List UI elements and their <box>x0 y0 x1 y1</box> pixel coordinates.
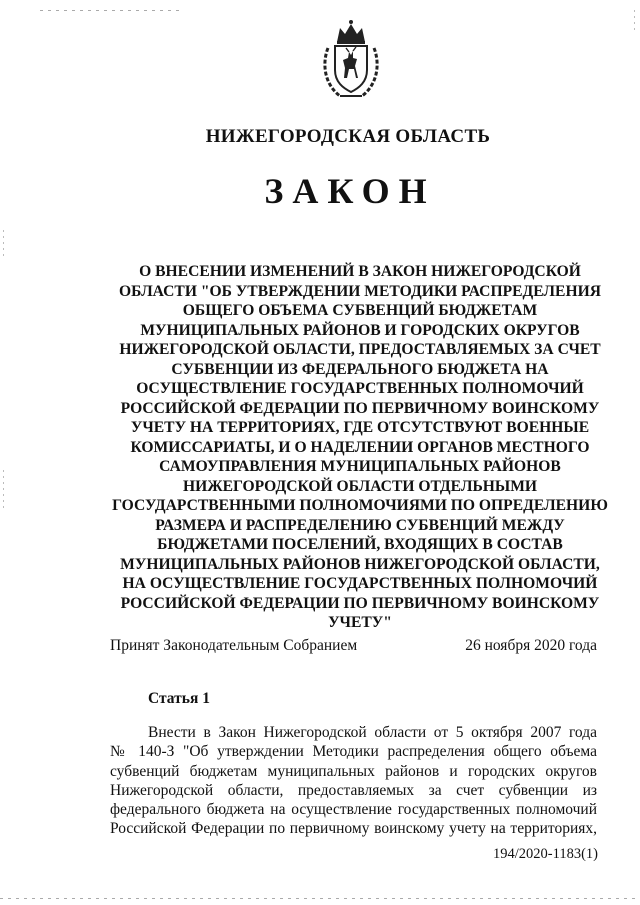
article-heading: Статья 1 <box>148 690 210 707</box>
law-title-line: СУБВЕНЦИИ ИЗ ФЕДЕРАЛЬНОГО БЮДЖЕТА НА <box>171 360 549 378</box>
law-title-line: РОССИЙСКОЙ ФЕДЕРАЦИИ ПО ПЕРВИЧНОМУ ВОИНСКОМУ <box>120 399 600 417</box>
law-title-line: О ВНЕСЕНИИ ИЗМЕНЕНИЙ В ЗАКОН НИЖЕГОРОДСКОЙ <box>139 263 581 280</box>
law-title-line: БЮДЖЕТАМИ ПОСЕЛЕНИЙ, ВХОДЯЩИХ В СОСТАВ <box>157 536 563 553</box>
law-title-line: УЧЕТУ НА ТЕРРИТОРИЯХ, ГДЕ ОТСУТСТВУЮТ ВОЕННЫЕ <box>130 419 590 436</box>
region-name: НИЖЕГОРОДСКАЯ ОБЛАСТЬ <box>205 126 491 147</box>
article-body <box>110 723 597 839</box>
law-title-line: МУНИЦИПАЛЬНЫХ РАЙОНОВ НИЖЕГОРОДСКОЙ ОБЛАСТИ, <box>120 555 600 573</box>
scan-edge-bottom <box>0 898 640 899</box>
law-title-line: ГОСУДАРСТВЕННЫМИ ПОЛНОМОЧИЯМИ ПО ОПРЕДЕЛЕНИЮ <box>112 497 608 514</box>
law-title-line: НИЖЕГОРОДСКОЙ ОБЛАСТИ ОТДЕЛЬНЫМИ <box>182 477 538 495</box>
law-title-line: УЧЕТУ" <box>328 614 392 631</box>
law-title-line: САМОУПРАВЛЕНИЯ МУНИЦИПАЛЬНЫХ РАЙОНОВ <box>159 458 561 475</box>
law-title-line: МУНИЦИПАЛЬНЫХ РАЙОНОВ И ГОРОДСКИХ ОКРУГОВ <box>140 321 580 339</box>
scan-edge-top <box>40 10 180 11</box>
scan-edge-right <box>634 10 635 30</box>
article-text-line: Нижегородской области, предоставляемых за счет субвенции из <box>110 781 597 799</box>
law-title-line: ОБЩЕГО ОБЪЕМА СУБВЕНЦИЙ БЮДЖЕТАМ <box>182 302 538 319</box>
scan-edge-left <box>3 230 4 260</box>
law-title-line: ОСУЩЕСТВЛЕНИЕ ГОСУДАРСТВЕННЫХ ПОЛНОМОЧИЙ <box>136 380 584 397</box>
document-code: 194/2020-1183(1) <box>493 846 598 862</box>
law-title-line: РАЗМЕРА И РАСПРЕДЕЛЕНИЮ СУБВЕНЦИЙ МЕЖДУ <box>155 516 565 534</box>
law-title-line: НИЖЕГОРОДСКОЙ ОБЛАСТИ, ПРЕДОСТАВЛЯЕМЫХ ЗА СЧЕТ <box>119 341 601 358</box>
adopted-by-text: Принят Законодательным Собранием <box>110 637 358 654</box>
document-type-heading: ЗАКОН <box>264 171 436 211</box>
article-text-line: субвенций бюджетам муниципальных районов и городских округов <box>110 762 597 780</box>
law-title-line: ОБЛАСТИ "ОБ УТВЕРЖДЕНИИ МЕТОДИКИ РАСПРЕДЕЛЕНИЯ <box>119 282 601 300</box>
law-title <box>90 262 630 633</box>
article-text-line: федерального бюджета на осуществление государственных полномочий <box>110 801 597 819</box>
adoption-row <box>110 637 597 655</box>
law-title-line: РОССИЙСКОЙ ФЕДЕРАЦИИ ПО ПЕРВИЧНОМУ ВОИНСКОМУ <box>120 594 600 612</box>
article-text-line: № 140-З "Об утверждении Методики распределения общего объема <box>110 743 597 761</box>
law-title-line: КОМИССАРИАТЫ, И О НАДЕЛЕНИИ ОРГАНОВ МЕСТНОГО <box>130 438 590 456</box>
law-title-line: НА ОСУЩЕСТВЛЕНИЕ ГОСУДАРСТВЕННЫХ ПОЛНОМОЧИЙ <box>122 575 598 592</box>
scan-edge-left-lower <box>3 470 4 510</box>
adoption-date: 26 ноября 2020 года <box>465 637 597 654</box>
article-text-line: Внести в Закон Нижегородской области от 5 октября 2007 года <box>148 724 597 741</box>
coat-of-arms-icon <box>318 18 384 104</box>
article-text-line: Российской Федерации по первичному воинскому учету на территориях, <box>110 820 597 838</box>
